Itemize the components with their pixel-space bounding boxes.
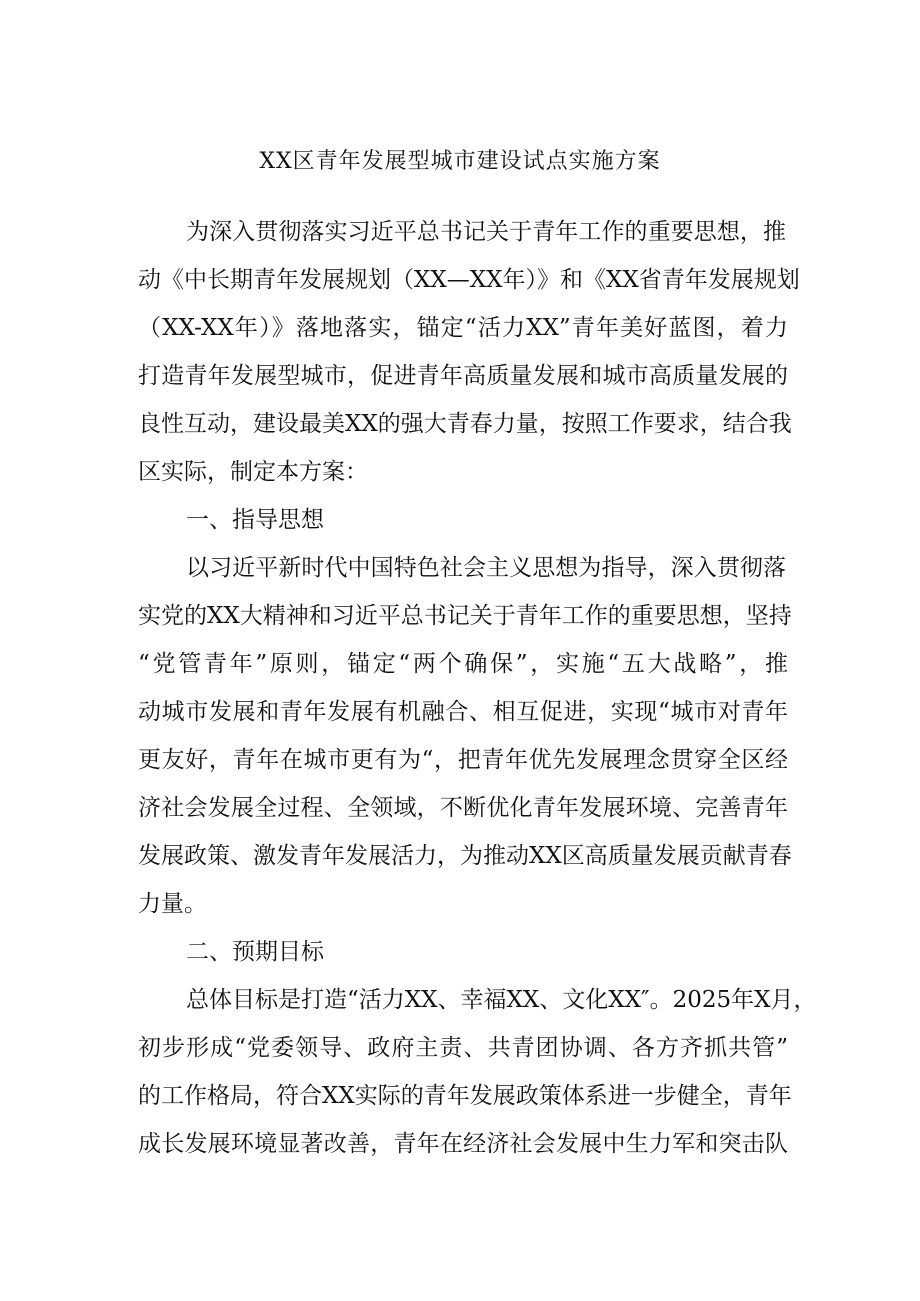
section2-line-3: 的工作格局，符合XX实际的青年发展政策体系进一步健全，青年: [138, 1083, 792, 1109]
section1-line-2: 实党的XX大精神和习近平总书记关于青年工作的重要思想，坚持: [138, 603, 792, 629]
section-heading-expected-goals: 二、预期目标: [186, 939, 324, 965]
section-heading-guiding-thought: 一、指导思想: [186, 507, 324, 533]
intro-line-2: 动《中长期青年发展规划（XX—XX年）》和《XX省青年发展规划: [138, 267, 800, 293]
section1-line-3: “党管青年”原则，锚定“两个确保”，实施“五大战略”，推: [138, 651, 788, 677]
intro-line-5: 良性互动，建设最美XX的强大青春力量，按照工作要求，结合我: [138, 411, 792, 437]
section1-line-7: 发展政策、激发青年发展活力，为推动XX区高质量发展贡献青春: [138, 843, 792, 869]
intro-line-1: 为深入贯彻落实习近平总书记关于青年工作的重要思想，推: [186, 219, 786, 245]
section1-line-6: 济社会发展全过程、全领域，不断优化青年发展环境、完善青年: [138, 795, 788, 821]
document-title: XX区青年发展型城市建设试点实施方案: [259, 149, 661, 174]
section1-line-4: 动城市发展和青年发展有机融合、相互促进，实现“城市对青年: [138, 699, 788, 725]
intro-line-4: 打造青年发展型城市，促进青年高质量发展和城市高质量发展的: [138, 363, 788, 389]
section2-line-2: 初步形成“党委领导、政府主责、共青团协调、各方齐抓共管”: [138, 1035, 788, 1061]
intro-line-6: 区实际，制定本方案：: [138, 459, 368, 485]
intro-line-3: （XX-XX年）》落地落实，锚定“活力XX”青年美好蓝图，着力: [138, 315, 788, 341]
section2-line-1: 总体目标是打造“活力XX、幸福XX、文化XX″。2025年X月，: [186, 987, 817, 1013]
section1-line-8: 力量。: [138, 891, 207, 917]
section1-line-5: 更友好，青年在城市更有为“，把青年优先发展理念贯穿全区经: [138, 747, 788, 773]
section2-line-4: 成长发展环境显著改善，青年在经济社会发展中生力军和突击队: [138, 1131, 788, 1157]
section1-line-1: 以习近平新时代中国特色社会主义思想为指导，深入贯彻落: [186, 555, 786, 581]
